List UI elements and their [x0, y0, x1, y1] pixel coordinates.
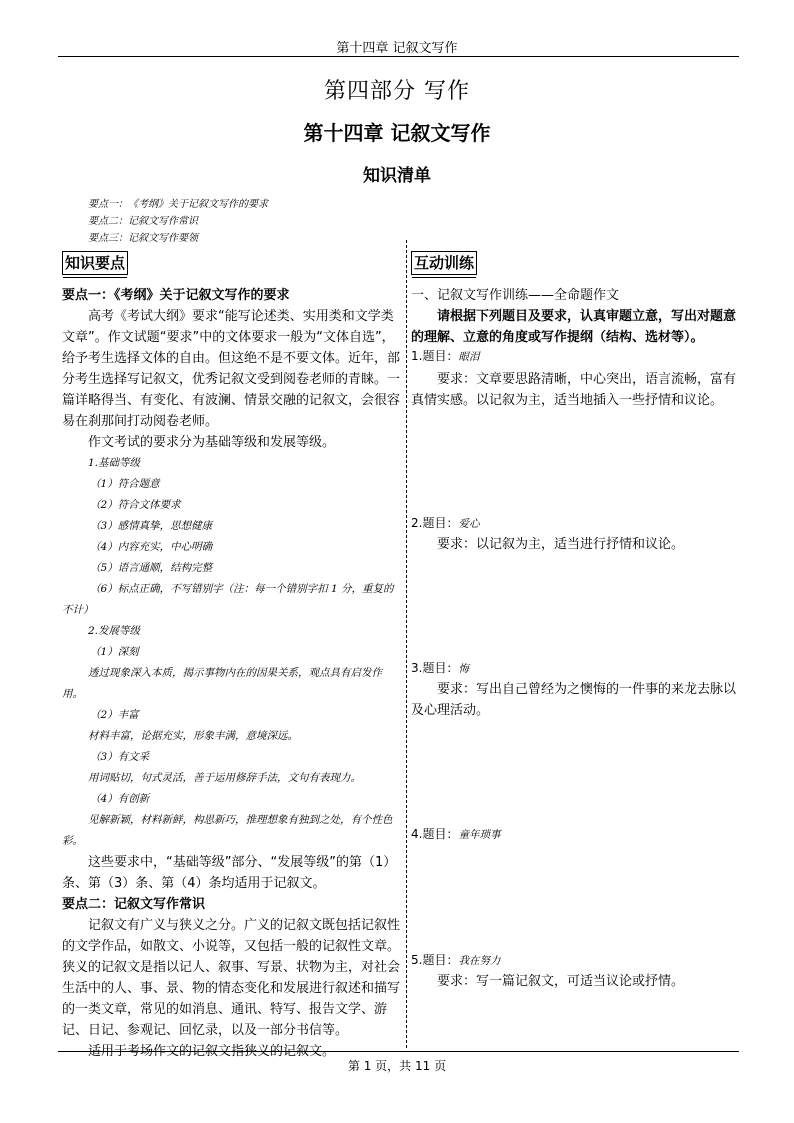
chapter-title: 第十四章 记叙文写作: [303, 121, 491, 145]
exercise-title: 眼泪: [458, 351, 480, 363]
exercise-item-title: [411, 514, 479, 531]
basic-level-item: （6）标点正确，不写错别字（注：每一个错别字扣 1 分，重复的不计）: [62, 583, 394, 616]
running-header: 第十四章 记叙文写作: [336, 41, 458, 56]
development-item-title: （3）有文采: [90, 751, 150, 763]
exercise-number: 1.题目：: [411, 349, 459, 363]
exercise-title: 童年琐事: [458, 829, 501, 841]
basic-level-item: （1）符合题意: [90, 478, 160, 490]
page-number: 第 1 页，共 11 页: [347, 1059, 447, 1073]
section-label-text: 互动训练: [414, 254, 475, 272]
column-divider: [406, 240, 407, 1048]
exercise-heading: 一、记叙文写作训练——全命题作文: [411, 288, 620, 303]
section-label-practice: [411, 251, 477, 275]
basic-level-title: 1.基础等级: [88, 457, 141, 469]
exercise-requirement: [411, 679, 736, 721]
exercise-number: 2.题目：: [411, 516, 459, 530]
toc-item: 要点三：记叙文写作要领: [88, 233, 198, 244]
toc-item: 要点二：记叙文写作常识: [88, 216, 198, 227]
section-label-underline: [63, 277, 127, 278]
part-title: 第四部分 写作: [324, 79, 470, 104]
exercise-title: 悔: [458, 663, 469, 675]
requirement-text: 要求：写出自己曾经为之懊悔的一件事的来龙去脉以及心理活动。: [411, 682, 737, 718]
exercise-requirement: [411, 534, 736, 555]
exercise-requirement: [411, 971, 736, 992]
requirement-text: 要求：以记叙为主，适当进行抒情和议论。: [437, 537, 685, 552]
exercise-item-title: [411, 951, 500, 968]
development-item-desc: 材料丰富，论据充实，形象丰满，意境深远。: [88, 730, 298, 742]
exercise-title: 我在努力: [458, 955, 501, 967]
development-item-title: （4）有创新: [90, 793, 150, 805]
basic-level-item: （5）语言通顺，结构完整: [90, 562, 213, 574]
section-label-underline: [412, 277, 476, 278]
development-level-title: 2.发展等级: [88, 625, 141, 637]
development-item-title: （1）深刻: [90, 646, 139, 658]
development-item-desc: 用词贴切，句式灵活，善于运用修辞手法，文句有表现力。: [88, 772, 361, 784]
exercise-number: 5.题目：: [411, 953, 459, 967]
list-title: 知识清单: [363, 166, 431, 186]
toc-item: 要点一：《考纲》关于记叙文写作的要求: [88, 199, 268, 210]
exercise-requirement: [411, 369, 736, 411]
basic-level-item: （3）感情真挚，思想健康: [90, 520, 213, 532]
paragraph: 高考《考试大纲》要求“能写论述类、实用类和文学类文章”。作文试题“要求”中的文体要求一般为“文体自选”，给予考生选择文体的自由。但这绝不是不要文体。近年，部分考生选择写记叙文，优秀记叙文受到阅卷老师的青睐。一篇详略得当、有变化、有波澜、情景交融的记叙文，会很容易在刹那间打动阅卷老师。: [62, 309, 401, 429]
development-item-title: （2）丰富: [90, 709, 139, 721]
left-column: [62, 285, 402, 1062]
exercise-item-title: [411, 347, 479, 364]
point-2-heading: 要点二：记叙文写作常识: [62, 897, 206, 912]
paragraph: 记叙文有广义与狭义之分。广义的记叙文既包括记叙性的文学作品，如散文、小说等，又包括一般的记叙性文章。狭义的记叙文是指以记人、叙事、写景、状物为主，对社会生活中的人、事、景、物的情态变化和发展进行叙述和描写的一类文章，常见的如消息、通讯、特写、报告文学、游记、日记、参观记、回忆录，以及一部分书信等。: [62, 918, 401, 1038]
development-item-desc: 见解新颖，材料新鲜，构思新巧，推理想象有独到之处，有个性色彩。: [62, 814, 393, 847]
right-column: [411, 285, 736, 348]
footer-rule: [58, 1051, 739, 1052]
paragraph: 适用于考场作文的记叙文指狭义的记叙文。: [88, 1044, 336, 1059]
point-1-heading: 要点一：《考纲》关于记叙文写作的要求: [62, 288, 290, 303]
section-label-text: 知识要点: [65, 254, 126, 272]
section-label-knowledge: [62, 251, 128, 275]
exercise-item-title: [411, 659, 469, 676]
paragraph: 这些要求中，“基础等级”部分、“发展等级”的第（1）条、第（3）条、第（4）条均适用于记叙文。: [62, 855, 397, 891]
exercise-instruction: 请根据下列题目及要求，认真审题立意，写出对题意的理解、立意的角度或写作提纲（结构、选材等）。: [411, 309, 737, 345]
requirement-text: 要求：文章要思路清晰，中心突出，语言流畅，富有真情实感。以记叙为主，适当地插入一些抒情和议论。: [411, 372, 737, 408]
basic-level-item: （4）内容充实，中心明确: [90, 541, 213, 553]
exercise-title: 爱心: [458, 518, 480, 530]
paragraph: 作文考试的要求分为基础等级和发展等级。: [88, 435, 336, 450]
exercise-item-title: [411, 825, 500, 842]
exercise-number: 4.题目：: [411, 827, 459, 841]
requirement-text: 要求：写一篇记叙文，可适当议论或抒情。: [437, 974, 685, 989]
exercise-number: 3.题目：: [411, 661, 459, 675]
basic-level-item: （2）符合文体要求: [90, 499, 181, 511]
development-item-desc: 透过现象深入本质，揭示事物内在的因果关系，观点具有启发作用。: [62, 667, 382, 700]
header-rule: [58, 56, 739, 57]
